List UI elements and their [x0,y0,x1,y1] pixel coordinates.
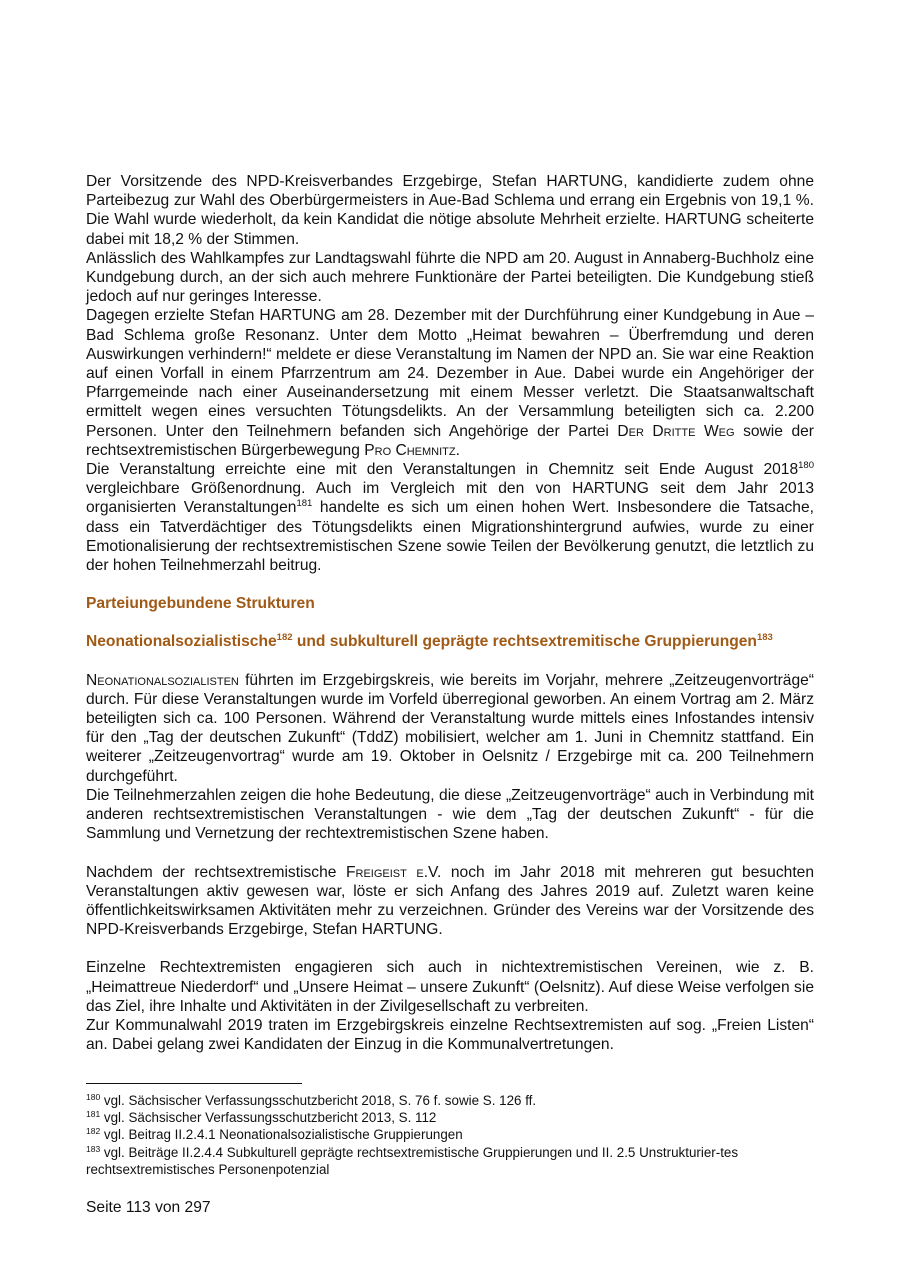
paragraph-hartung-election: Der Vorsitzende des NPD-Kreisverbandes Erzgebirge, Stefan HARTUNG, kandidierte zudem ohne Parteibezug zur Wahl des Oberbürgermeisters in Aue-Bad Schlema und errang ein Ergebnis von 19,1 %. Die Wahl wurde wiederholt, da kein Kandidat die nötige absolute Mehrheit erzielte. HARTUNG scheiterte dabei mit 18,2 % der Stimmen. [86,173,814,248]
aue-rally-text: Dagegen erzielte Stefan HARTUNG am 28. Dezember mit der Durchführung einer Kundgebung in Aue – Bad Schlema große Resonanz. Unter dem Motto „Heimat bewahren – Überfremdung und deren Auswirkungen verhindern!“ meldete er diese Veranstaltung im Namen der NPD an. Sie war eine Reaktion auf einen Vorfall in einem Pfarrzentrum am 24. Dezember in Aue. Dabei wurde ein Angehöriger der Pfarrgemeinde nach einer Auseinandersetzung mit einem Messer verletzt. Die Staatsanwaltschaft ermittelt wegen eines versuchten Tötungsdelikts. An der Versammlung beteiligten sich ca. 2.200 Personen. Unter den Teilnehmern befanden sich Angehörige der Partei [86,307,814,440]
freigeist-text-b: noch im Jahr 2018 mit mehreren gut besuchten Veranstaltungen aktiv gewesen war, löste er sich Anfang des Jahres 2019 auf. Zuletzt waren keine öffentlichkeitswirksamen Aktivitäten mehr zu verzeichnen. Gründer des Vereins war der Vorsitzende des NPD-Kreisverbands Erzgebirge, Stefan HARTUNG. [86,863,814,939]
page-body [86,172,814,1054]
footnote [86,1092,814,1109]
paragraph-event-comparison [86,460,814,575]
footnotes [86,1092,814,1178]
org-pro-chemnitz: Pro Chemnitz [364,441,456,459]
footnote-text: vgl. Beiträge II.2.4.4 Subkulturell geprägte rechtsextremistische Gruppierungen und II. 2.5 Unstrukturier-tes rechtsextremistisches Personenpotenzial [86,1144,739,1177]
footnote-ref-182: 182 [276,632,293,644]
comparison-text-b: vergleichbare Größenordnung. Auch im Vergleich mit den von HARTUNG seit dem Jahr 2013 organisierten Veranstaltungen [86,480,814,517]
term-neonationalsozialisten: Neonationalsozialisten [86,671,239,689]
footnote [86,1144,814,1178]
paragraph-annaberg-rally: Anlässlich des Wahlkampfes zur Landtagswahl führte die NPD am 20. August in Annaberg-Buchholz eine Kundgebung durch, an der sich auch mehrere Funktionäre der Partei beteiligten. Die Kundgebung stieß jedoch auf nur geringes Interesse. [86,249,814,306]
paragraph-associations: Einzelne Rechtextremisten engagieren sich auch in nichtextremistischen Vereinen, wie z. B. „Heimattreue Niederdorf“ und „Unsere Heimat – unsere Zukunft“ (Oelsnitz). Auf diese Weise verfolgen sie das Ziel, ihre Inhalte und Aktivitäten in der Zivilgesellschaft zu verbreiten. [86,959,814,1015]
org-freigeist: Freigeist e.V. [345,863,442,881]
footnote-number: 180 [86,1092,101,1102]
footnote-divider [86,1083,302,1084]
footnote-ref-183: 183 [756,632,773,644]
section-heading: Parteiungebundene Strukturen [86,595,315,613]
footnote-ref-180: 180 [798,460,814,472]
comparison-text-c: handelte es sich um einen hohen Wert. Insbesondere die Tatsache, dass ein Tatverdächtiger des Tötungsdelikts einen Migrationshintergrund aufwies, wurde zu einer Emotionalisierung der rechtsextremistischen Szene sowie Teilen der Bevölkerung genutzt, die letztlich zu der hohen Teilnehmerzahl beitrug. [86,499,814,575]
subheading-part1: Neonationalsozialistische [86,633,277,651]
neonazi-lectures-text: führten im Erzgebirgskreis, wie bereits im Vorjahr, mehrere „Zeitzeugenvorträge“ durch. Für diese Veranstaltungen wurde im Vorfeld überregional geworben. An einem Vortrag am 2. März beteiligten sich ca. 100 Personen. Während der Veranstaltung wurde mittels eines Infostandes intensiv für den „Tag der deutschen Zukunft“ (TddZ) mobilisiert, welcher am 1. Juni in Chemnitz stattfand. Ein weiterer „Zeitzeugenvortrag“ wurde am 19. Oktober in Oelsnitz / Erzgebirge mit ca. 200 Teilnehmern durchgeführt. [86,671,814,785]
aue-rally-mid: sowie der rechtsextremistischen Bürgerbewegung [86,422,814,459]
footnote-number: 181 [86,1109,101,1120]
paragraph-aue-rally [86,306,814,460]
footnote-text: vgl. Sächsischer Verfassungsschutzbericht 2013, S. 112 [100,1110,437,1126]
subheading [86,632,814,651]
footnote-ref-181: 181 [296,498,313,510]
paragraph-freigeist [86,863,814,940]
freigeist-text-a: Nachdem der rechtsextremistische [86,863,346,881]
subheading-part2: und subkulturell geprägte rechtsextremitische Gruppierungen [292,633,757,651]
paragraph-participant-significance: Die Teilnehmerzahlen zeigen die hohe Bedeutung, die diese „Zeitzeugenvorträge“ auch in Verbindung mit anderen rechtsextremistischen Veranstaltungen - wie dem „Tag der deutschen Zukunft“ - für die Sammlung und Vernetzung der rechtextremistischen Szene haben. [86,786,814,843]
footnote-number: 182 [86,1126,101,1137]
page-number: Seite 113 von 297 [86,1199,211,1216]
paragraph-neonazi-lectures [86,671,814,786]
footnote-number: 183 [86,1143,101,1154]
org-der-dritte-weg: Der Dritte Weg [617,422,735,440]
footnote-text: vgl. Beitrag II.2.4.1 Neonationalsozialistische Gruppierungen [100,1127,463,1143]
aue-rally-end: . [455,441,460,459]
comparison-text-a: Die Veranstaltung erreichte eine mit den Veranstaltungen in Chemnitz seit Ende August 2018 [86,461,799,479]
footnote [86,1126,814,1143]
footnote-text: vgl. Sächsischer Verfassungsschutzbericht 2018, S. 76 f. sowie S. 126 ff. [100,1093,537,1108]
paragraph-municipal-election: Zur Kommunalwahl 2019 traten im Erzgebirgskreis einzelne Rechtsextremisten auf sog. „Freien Listen“ an. Dabei gelang zwei Kandidaten der Einzug in die Kommunalvertretungen. [86,1016,814,1054]
footnote [86,1109,814,1126]
